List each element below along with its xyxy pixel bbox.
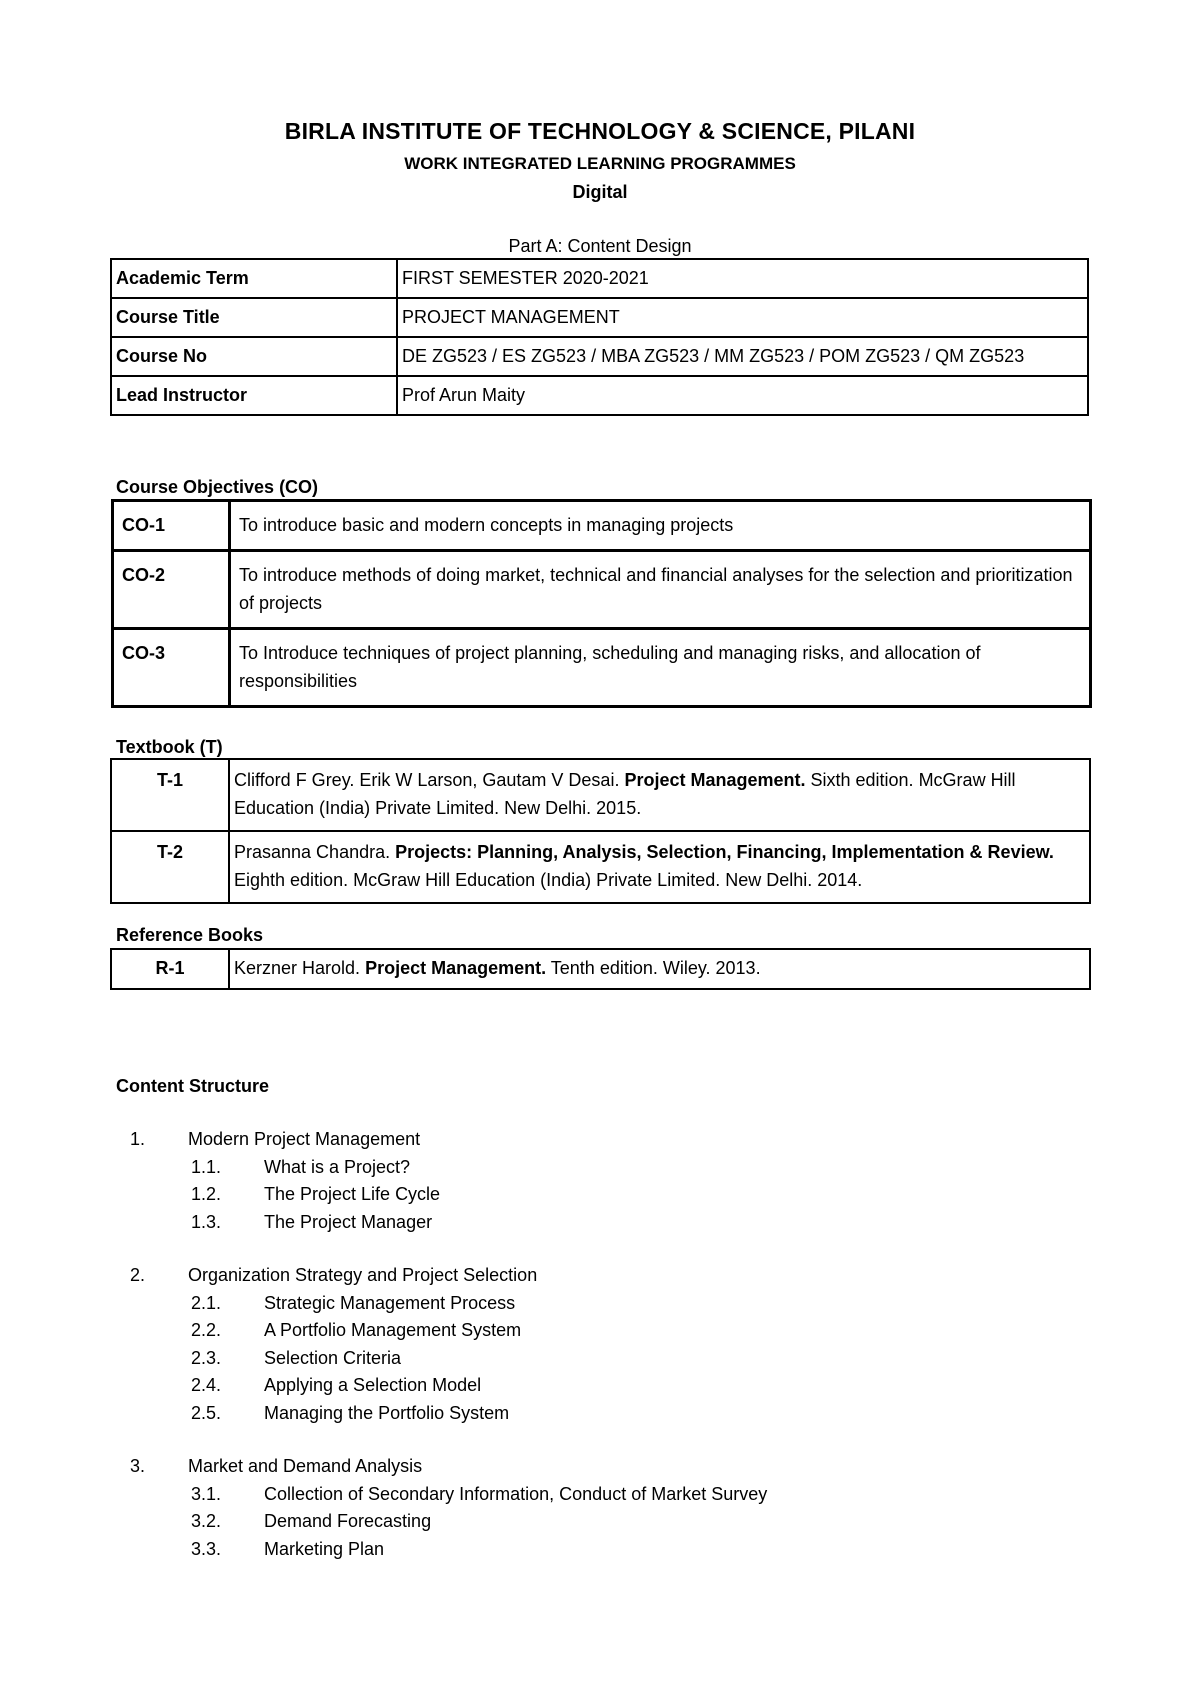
table-row	[111, 337, 1088, 376]
list-item	[0, 1453, 1200, 1563]
subsection-number: 3.1.	[191, 1483, 222, 1504]
table-row	[111, 259, 1088, 298]
subsection-title: The Project Life Cycle	[264, 1184, 441, 1204]
content-structure-heading: Content Structure	[116, 1076, 269, 1096]
course-info-table	[110, 258, 1089, 416]
section-number: 1.	[130, 1129, 146, 1149]
info-label: Course No	[111, 337, 397, 376]
subsection-title: Marketing Plan	[264, 1538, 385, 1559]
content-structure-list	[0, 1126, 1200, 1589]
objective-text: To introduce methods of doing market, technical and financial analyses for the selection and prioritization of projects	[230, 551, 1091, 629]
subsection-title: Selection Criteria	[264, 1347, 402, 1368]
citation-title: Project Management.	[624, 770, 806, 790]
info-value: DE ZG523 / ES ZG523 / MBA ZG523 / MM ZG523 / POM ZG523 / QM ZG523	[397, 337, 1088, 376]
section-number: 3.	[130, 1456, 146, 1476]
subsection-title: What is a Project?	[264, 1156, 411, 1177]
textbook-id: T-1	[111, 759, 229, 831]
citation-details: Eighth edition. McGraw Hill Education (India) Private Limited. New Delhi. 2014.	[234, 870, 863, 890]
subsection-number: 2.3.	[191, 1347, 222, 1368]
institute-title: BIRLA INSTITUTE OF TECHNOLOGY & SCIENCE, PILANI	[284, 118, 916, 144]
table-row	[111, 759, 1090, 831]
citation-details: Tenth edition. Wiley. 2013.	[546, 958, 761, 978]
subsection-number: 2.1.	[191, 1292, 222, 1313]
textbook-citation	[229, 831, 1090, 903]
textbook-table	[110, 758, 1091, 904]
citation-author: Kerzner Harold.	[234, 958, 366, 978]
citation-title: Projects: Planning, Analysis, Selection, Financing, Implementation & Review.	[395, 842, 1054, 862]
info-label: Lead Instructor	[111, 376, 397, 415]
subsection-number: 2.5.	[191, 1402, 222, 1423]
subsection-number: 1.2.	[191, 1184, 222, 1204]
list-item	[0, 1262, 1200, 1427]
subsection-number: 3.3.	[191, 1538, 222, 1559]
part-title: Part A: Content Design	[508, 236, 692, 256]
objective-text: To Introduce techniques of project planning, scheduling and managing risks, and allocation of responsibilities	[230, 629, 1091, 707]
subsection-title: A Portfolio Management System	[264, 1320, 522, 1340]
info-value: Prof Arun Maity	[397, 376, 1088, 415]
info-value: PROJECT MANAGEMENT	[397, 298, 1088, 337]
objective-id: CO-2	[113, 551, 230, 629]
citation-details: Sixth edition. McGraw Hill Education (India) Private Limited. New Delhi. 2015.	[234, 770, 1016, 818]
objective-text: To introduce basic and modern concepts in managing projects	[230, 501, 1091, 551]
citation-title: Project Management.	[365, 958, 547, 978]
objectives-heading: Course Objectives (CO)	[116, 477, 319, 497]
info-label: Course Title	[111, 298, 397, 337]
reference-heading: Reference Books	[116, 925, 264, 945]
subsection-title: Strategic Management Process	[264, 1292, 516, 1313]
objective-id: CO-1	[113, 501, 230, 551]
subsection-number: 2.4.	[191, 1375, 222, 1395]
subsection-number: 3.2.	[191, 1511, 222, 1531]
textbook-citation	[229, 759, 1090, 831]
programme-title: WORK INTEGRATED LEARNING PROGRAMMES	[404, 154, 796, 173]
textbook-id: T-2	[111, 831, 229, 903]
section-title: Organization Strategy and Project Selection	[188, 1265, 538, 1285]
table-row	[113, 551, 1091, 629]
citation-author: Clifford F Grey. Erik W Larson, Gautam V Desai.	[234, 770, 625, 790]
info-label: Academic Term	[111, 259, 397, 298]
delivery-mode: Digital	[572, 182, 628, 202]
section-title: Modern Project Management	[188, 1129, 421, 1149]
table-row	[111, 298, 1088, 337]
subsection-title: Applying a Selection Model	[264, 1375, 482, 1395]
subsection-title: Demand Forecasting	[264, 1511, 432, 1531]
table-row	[113, 629, 1091, 707]
subsection-title: Managing the Portfolio System	[264, 1402, 510, 1423]
citation-author: Prasanna Chandra.	[234, 842, 396, 862]
table-row	[111, 949, 1090, 989]
objective-id: CO-3	[113, 629, 230, 707]
reference-id: R-1	[111, 949, 229, 989]
table-row	[113, 501, 1091, 551]
subsection-number: 1.1.	[191, 1156, 222, 1177]
textbook-heading: Textbook (T)	[116, 737, 223, 757]
list-item	[0, 1126, 1200, 1236]
table-row	[111, 376, 1088, 415]
objectives-table	[111, 499, 1092, 708]
subsection-title: The Project Manager	[264, 1211, 433, 1232]
section-number: 2.	[130, 1265, 146, 1285]
info-value: FIRST SEMESTER 2020-2021	[397, 259, 1088, 298]
subsection-number: 2.2.	[191, 1320, 222, 1340]
subsection-number: 1.3.	[191, 1211, 222, 1232]
subsection-title: Collection of Secondary Information, Conduct of Market Survey	[264, 1483, 768, 1504]
table-row	[111, 831, 1090, 903]
reference-citation	[229, 949, 1090, 989]
reference-table	[110, 948, 1091, 990]
section-title: Market and Demand Analysis	[188, 1456, 423, 1476]
